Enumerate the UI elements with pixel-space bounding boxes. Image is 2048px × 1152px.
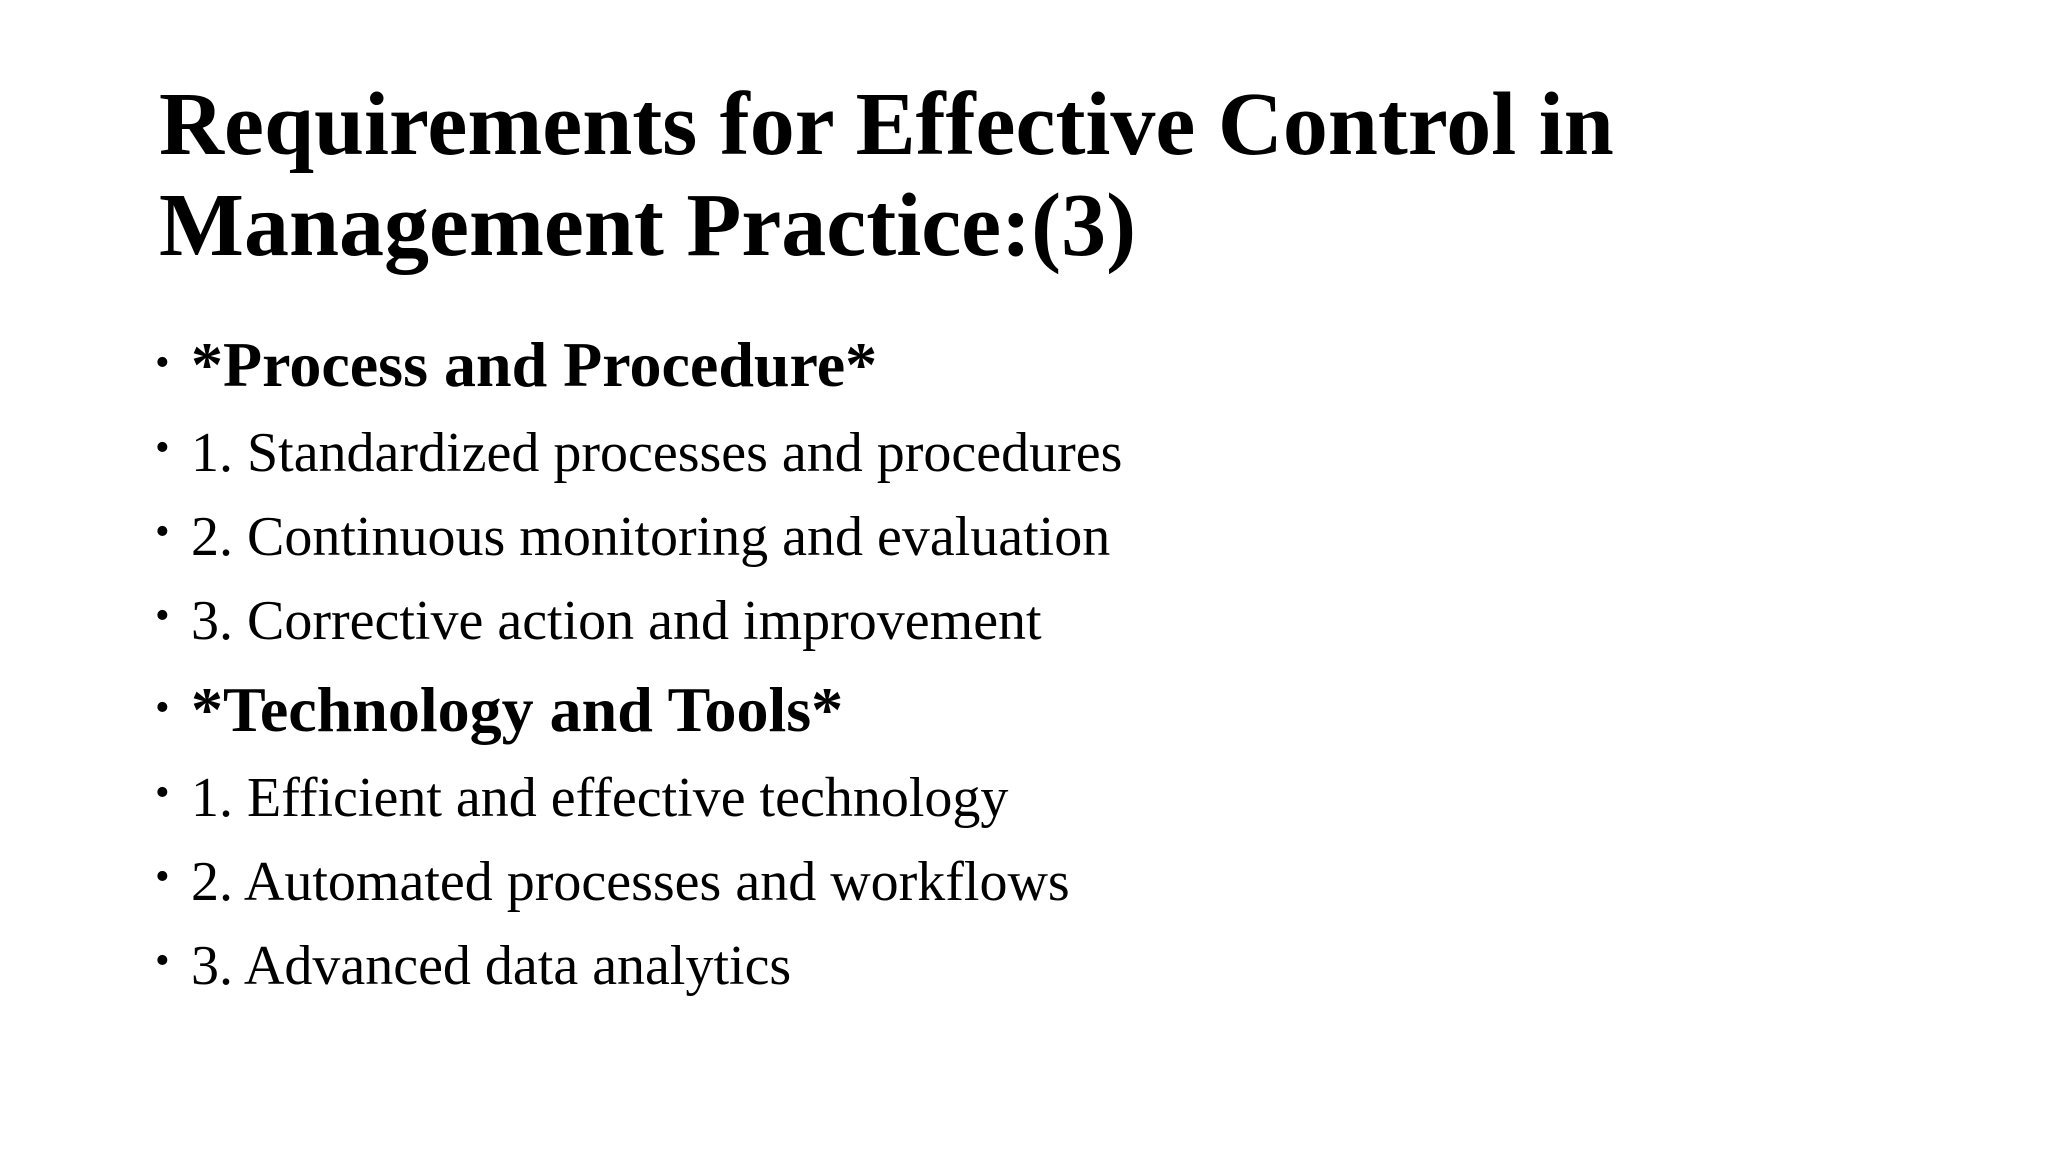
bullet-icon: • — [155, 509, 170, 555]
bullet-icon: • — [155, 340, 170, 386]
bullet-text: 3. Advanced data analytics — [191, 935, 792, 997]
bullet-icon: • — [155, 425, 170, 471]
slide-title — [159, 74, 1919, 276]
bullet-item-efficient-technology — [155, 756, 1915, 840]
bullet-item-advanced-data-analytics — [155, 924, 1915, 1008]
bullet-item-continuous-monitoring — [155, 495, 1915, 579]
bullet-text: *Technology and Tools* — [191, 674, 844, 745]
bullet-icon: • — [155, 593, 170, 639]
bullet-item-automated-processes — [155, 840, 1915, 924]
slide-title-line-2: Management Practice:(3) — [159, 176, 1137, 275]
bullet-item-corrective-action — [155, 579, 1915, 663]
bullet-text: 2. Continuous monitoring and evaluation — [191, 506, 1111, 568]
bullet-icon: • — [155, 685, 170, 731]
bullet-text: 3. Corrective action and improvement — [191, 590, 1042, 652]
bullet-icon: • — [155, 770, 170, 816]
bullet-item-standardized-processes — [155, 411, 1915, 495]
bullet-text: *Process and Procedure* — [191, 329, 878, 400]
bullet-text: 1. Efficient and effective technology — [191, 767, 1009, 829]
bullet-icon: • — [155, 938, 170, 984]
bullet-text: 2. Automated processes and workflows — [191, 851, 1070, 913]
bullet-text: 1. Standardized processes and procedures — [191, 422, 1123, 484]
bullet-heading-technology-and-tools — [155, 663, 1915, 756]
bullet-heading-process-and-procedure — [155, 318, 1915, 411]
bullet-list — [155, 318, 1915, 1008]
bullet-icon: • — [155, 854, 170, 900]
slide-title-line-1: Requirements for Effective Control in — [159, 75, 1614, 174]
